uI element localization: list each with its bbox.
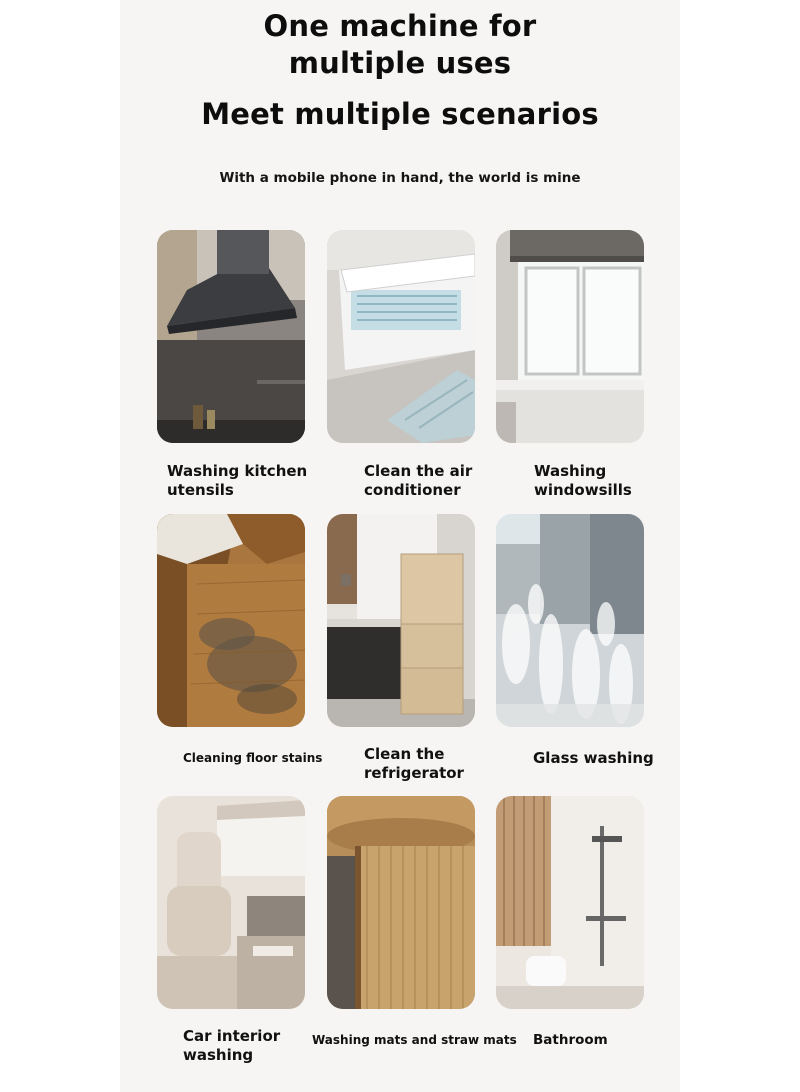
- car-interior-photo: [157, 796, 305, 1009]
- page-subtitle: With a mobile phone in hand, the world is mine: [219, 170, 581, 186]
- title-line-1: One machine for: [263, 9, 537, 43]
- air-conditioner-photo: [327, 230, 475, 443]
- floor-stain-photo: [157, 514, 305, 727]
- window-photo: [496, 230, 644, 443]
- refrigerator-photo: [327, 514, 475, 727]
- caption-windowsills: Washing windowsills: [534, 462, 632, 499]
- caption-glass: Glass washing: [533, 749, 654, 767]
- caption-refrigerator: Clean the refrigerator: [364, 745, 464, 782]
- glass-photo: [496, 514, 644, 727]
- caption-air-conditioner: Clean the air conditioner: [364, 462, 473, 499]
- page-title: [0, 8, 800, 82]
- caption-mats: Washing mats and straw mats: [312, 1033, 517, 1047]
- title-line-2: multiple uses: [288, 46, 512, 80]
- caption-kitchen: Washing kitchen utensils: [167, 462, 308, 499]
- straw-mat-photo: [327, 796, 475, 1009]
- kitchen-photo: [157, 230, 305, 443]
- bathroom-photo: [496, 796, 644, 1009]
- caption-bathroom: Bathroom: [533, 1032, 608, 1048]
- page-heading: Meet multiple scenarios: [201, 97, 599, 131]
- caption-floor-stains: Cleaning floor stains: [183, 751, 323, 765]
- caption-car-interior: Car interior washing: [183, 1027, 281, 1064]
